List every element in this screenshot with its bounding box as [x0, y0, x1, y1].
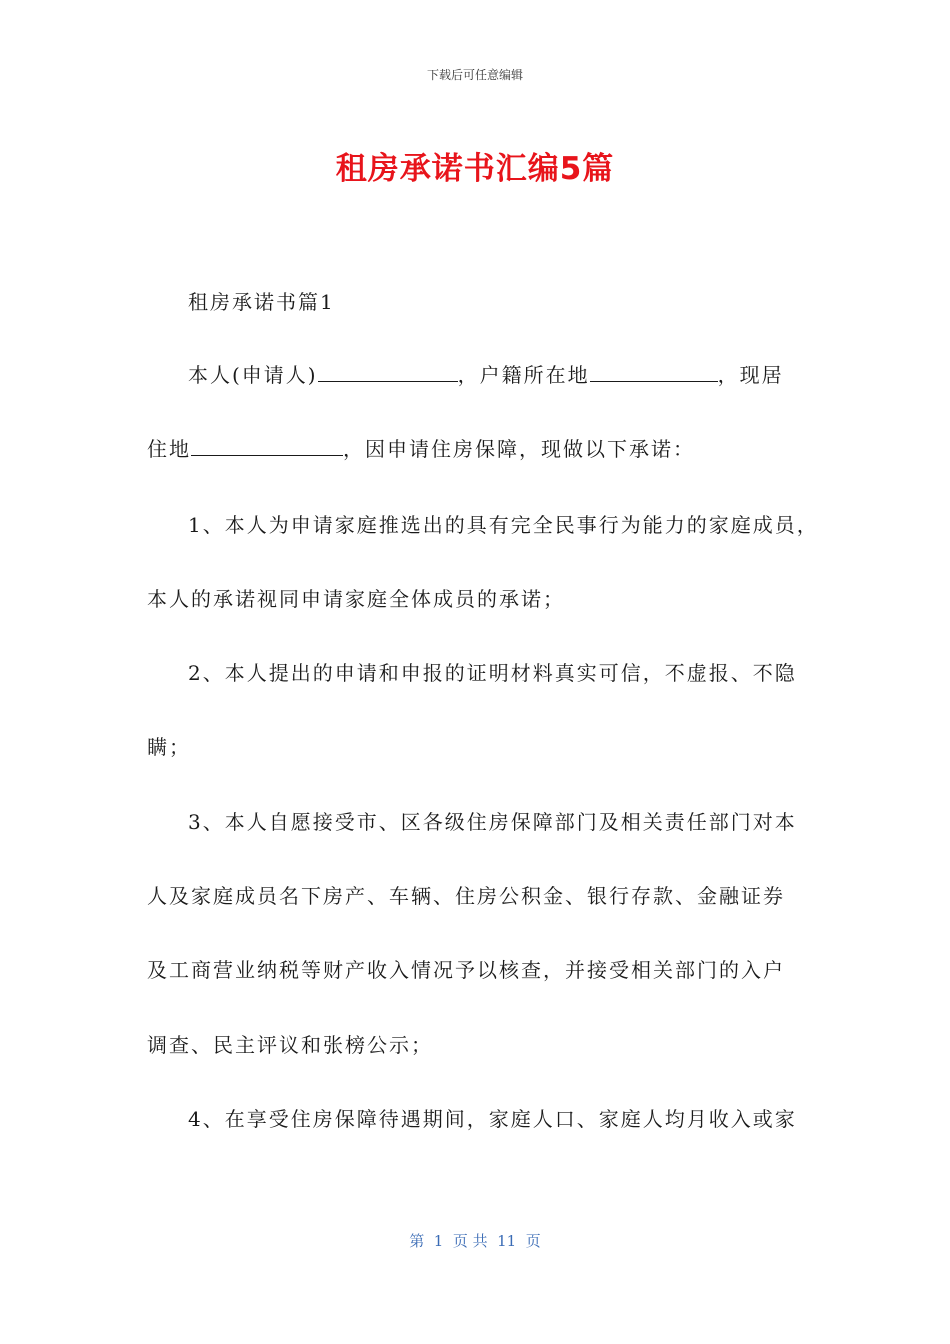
- intro-line-1: [188, 359, 784, 388]
- intro-text: ，户籍所在地: [457, 363, 590, 387]
- intro-text: ，现居: [717, 363, 784, 387]
- residence-blank[interactable]: [191, 435, 343, 456]
- item-2-line-1: 2、本人提出的申请和申报的证明材料真实可信，不虚报、不隐: [188, 661, 797, 685]
- page-footer: 第 1 页 共 11 页: [409, 1232, 541, 1250]
- item-3-line-1: 3、本人自愿接受市、区各级住房保障部门及相关责任部门对本: [188, 810, 797, 834]
- item-3-line-4: 调查、民主评议和张榜公示；: [147, 1033, 433, 1057]
- item-2-line-2: 瞒；: [147, 735, 191, 759]
- intro-text: ，因申请住房保障，现做以下承诺：: [343, 437, 695, 461]
- item-1-line-2: 本人的承诺视同申请家庭全体成员的承诺；: [147, 587, 565, 611]
- document-title: 租房承诺书汇编5篇: [335, 151, 615, 187]
- header-note: 下载后可任意编辑: [426, 68, 523, 82]
- item-3-line-2: 人及家庭成员名下房产、车辆、住房公积金、银行存款、金融证券: [147, 884, 785, 908]
- intro-text: 本人(申请人): [188, 363, 318, 387]
- intro-text: 住地: [147, 437, 191, 461]
- item-4-line-1: 4、在享受住房保障待遇期间，家庭人口、家庭人均月收入或家: [188, 1107, 797, 1131]
- item-3-line-3: 及工商营业纳税等财产收入情况予以核查，并接受相关部门的入户: [147, 958, 785, 982]
- applicant-blank[interactable]: [318, 361, 458, 382]
- household-blank[interactable]: [590, 361, 718, 382]
- section-heading: 租房承诺书篇1: [188, 290, 335, 314]
- item-1-line-1: 1、本人为申请家庭推选出的具有完全民事行为能力的家庭成员，: [188, 513, 819, 537]
- intro-line-2: [147, 433, 695, 462]
